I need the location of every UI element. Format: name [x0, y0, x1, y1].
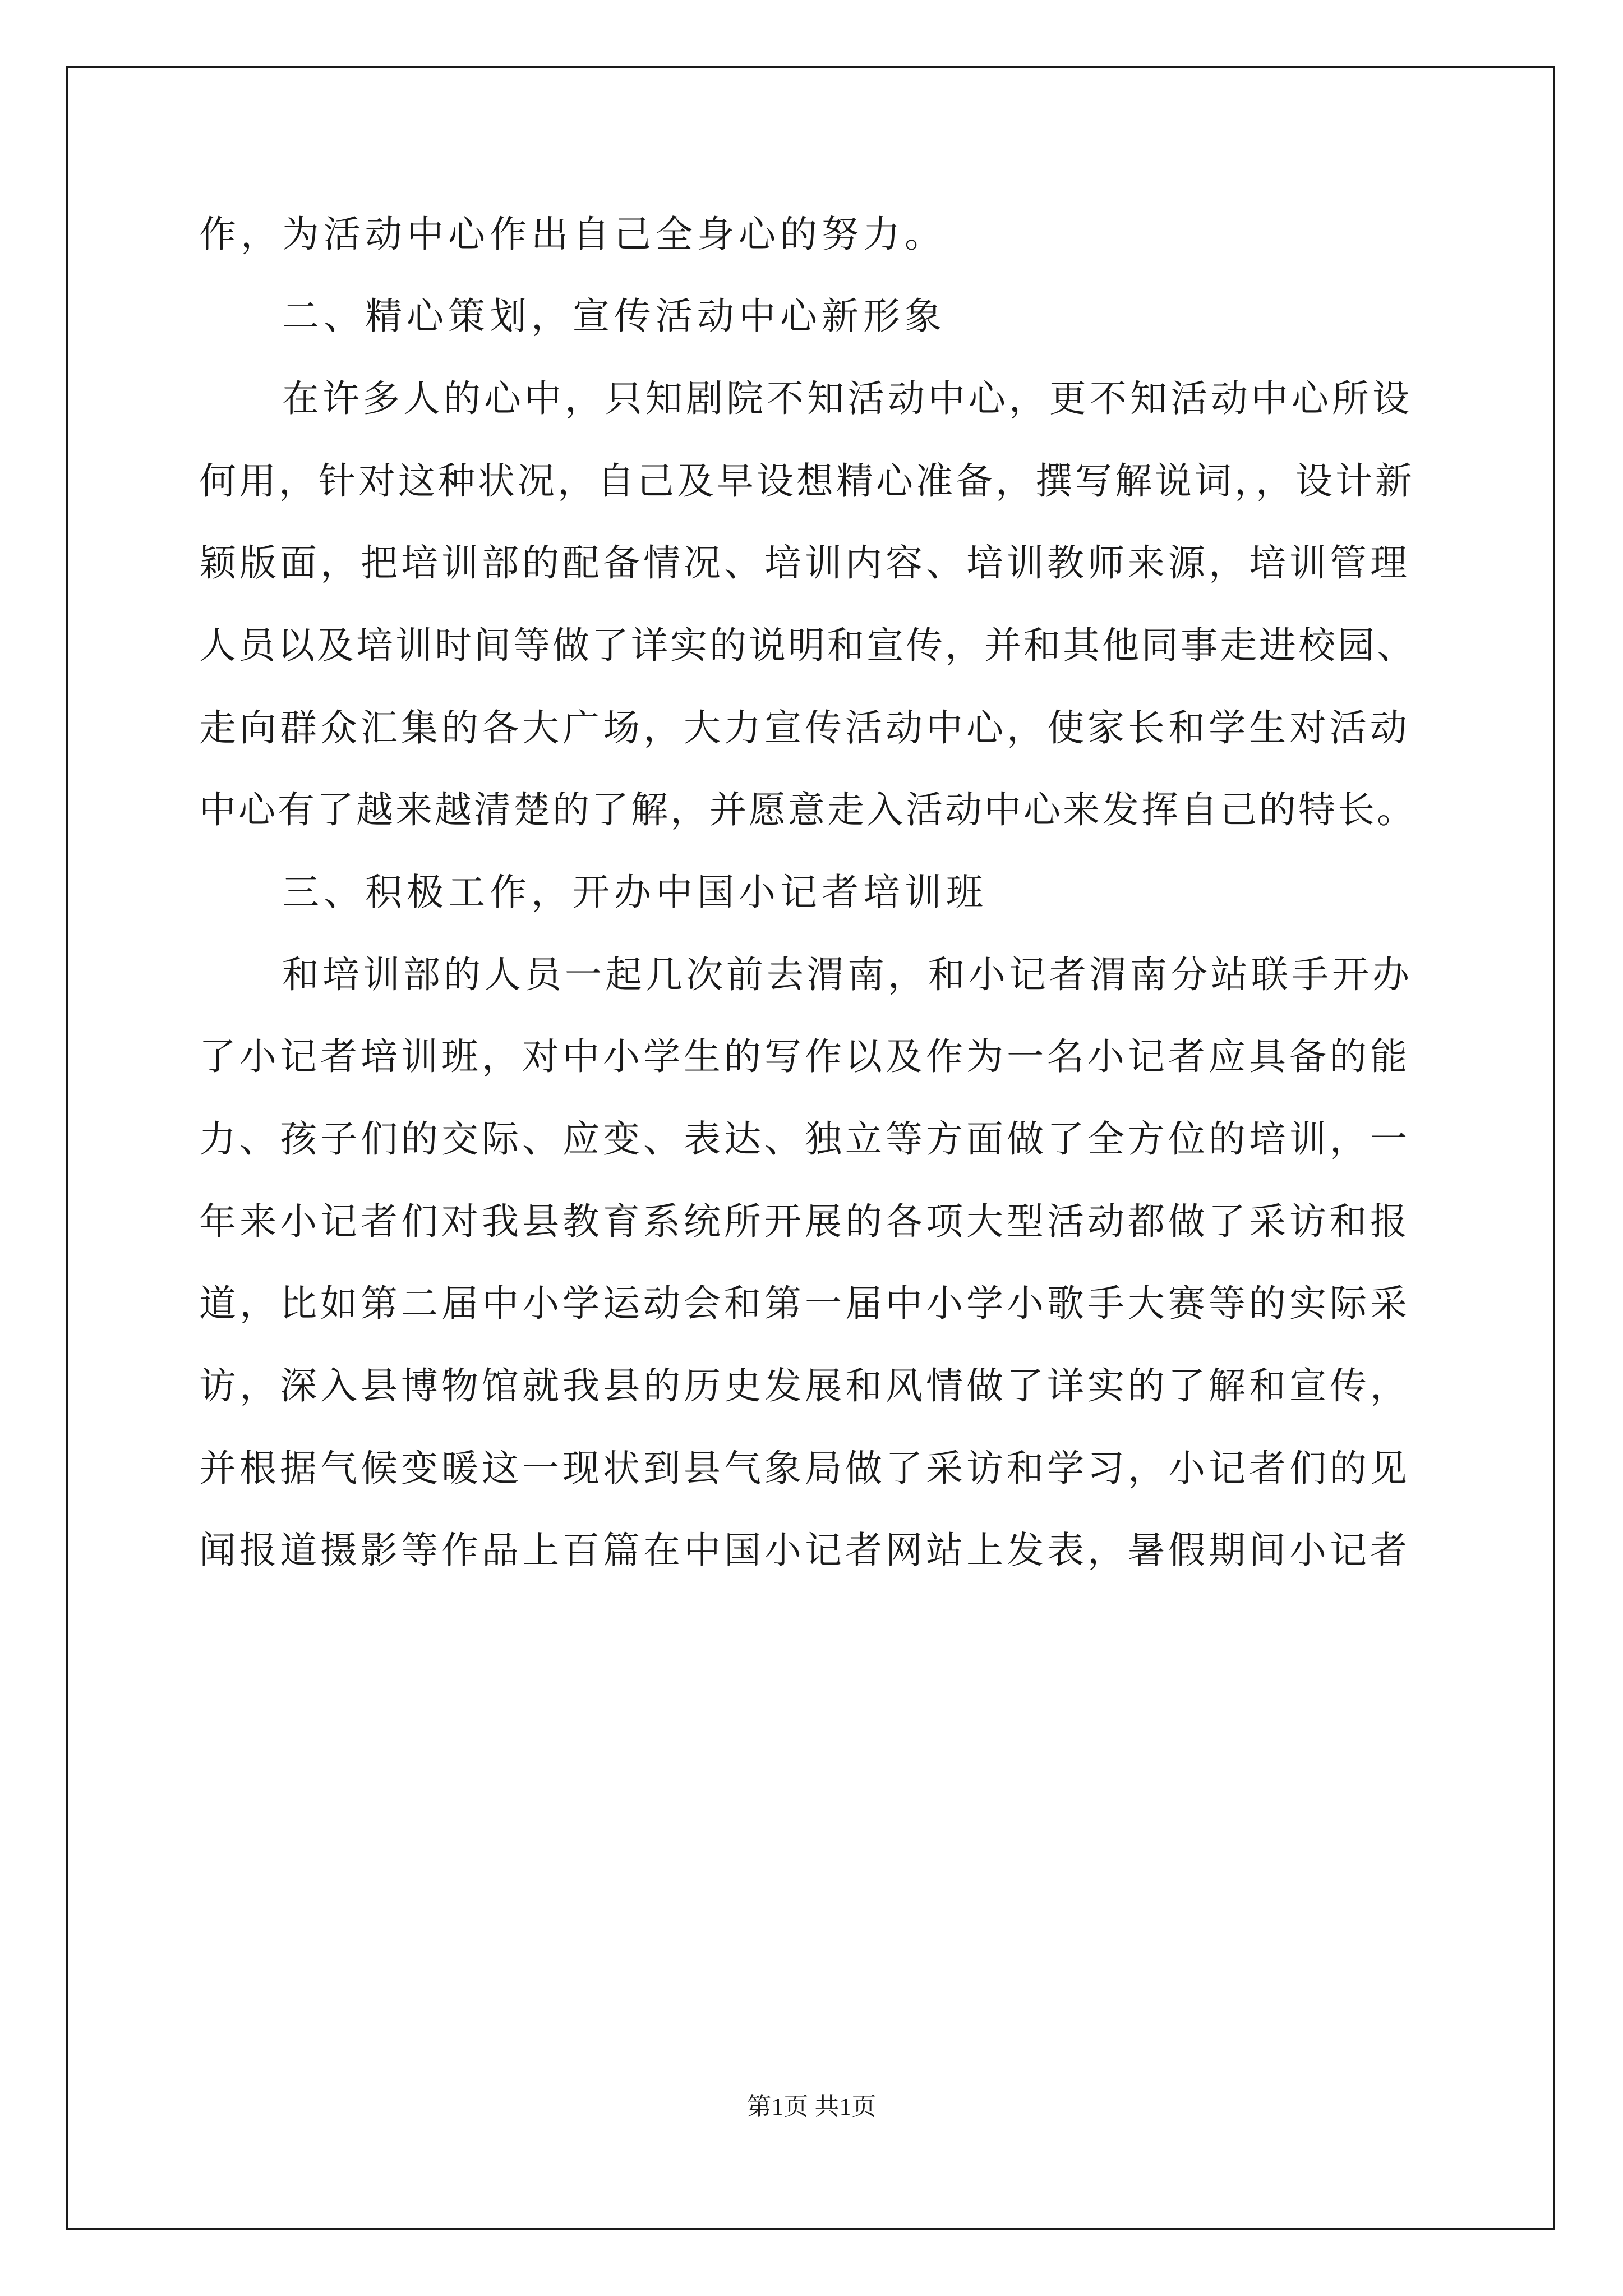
paragraph-line-14: 道，比如第二届中小学运动会和第一届中小学小歌手大赛等的实际采	[199, 1282, 1410, 1325]
section-heading-2: 二、精心策划，宣传活动中心新形象	[282, 295, 946, 338]
paragraph-line-16: 并根据气候变暖这一现状到县气象局做了采访和学习，小记者们的见	[199, 1447, 1410, 1490]
paragraph-line-6: 人员以及培训时间等做了详实的说明和宣传，并和其他同事走进校园、	[199, 624, 1416, 667]
paragraph-line-7: 走向群众汇集的各大广场，大力宣传活动中心，使家长和学生对活动	[199, 706, 1410, 749]
paragraph-line-17: 闻报道摄影等作品上百篇在中国小记者网站上发表，暑假期间小记者	[199, 1529, 1410, 1572]
page-footer: 第1页 共1页	[746, 2093, 877, 2120]
paragraph-line-13: 年来小记者们对我县教育系统所开展的各项大型活动都做了采访和报	[199, 1200, 1410, 1243]
paragraph-line-3: 在许多人的心中，只知剧院不知活动中心，更不知活动中心所设	[282, 377, 1413, 420]
paragraph-line-10: 和培训部的人员一起几次前去渭南，和小记者渭南分站联手开办	[282, 953, 1413, 996]
paragraph-line-5: 颖版面，把培训部的配备情况、培训内容、培训教师来源，培训管理	[199, 541, 1410, 585]
paragraph-line-11: 了小记者培训班，对中小学生的写作以及作为一名小记者应具备的能	[199, 1035, 1410, 1078]
paragraph-line-8: 中心有了越来越清楚的了解，并愿意走入活动中心来发挥自己的特长。	[199, 788, 1416, 831]
paragraph-line-1: 作，为活动中心作出自己全身心的努力。	[199, 213, 946, 256]
paragraph-line-15: 访，深入县博物馆就我县的历史发展和风情做了详实的了解和宣传，	[199, 1364, 1410, 1407]
paragraph-line-4: 何用，针对这种状况，自己及早设想精心准备，撰写解说词，，设计新	[199, 459, 1415, 503]
section-heading-3: 三、积极工作，开办中国小记者培训班	[282, 871, 988, 914]
paragraph-line-12: 力、孩子们的交际、应变、表达、独立等方面做了全方位的培训，一	[199, 1117, 1410, 1161]
